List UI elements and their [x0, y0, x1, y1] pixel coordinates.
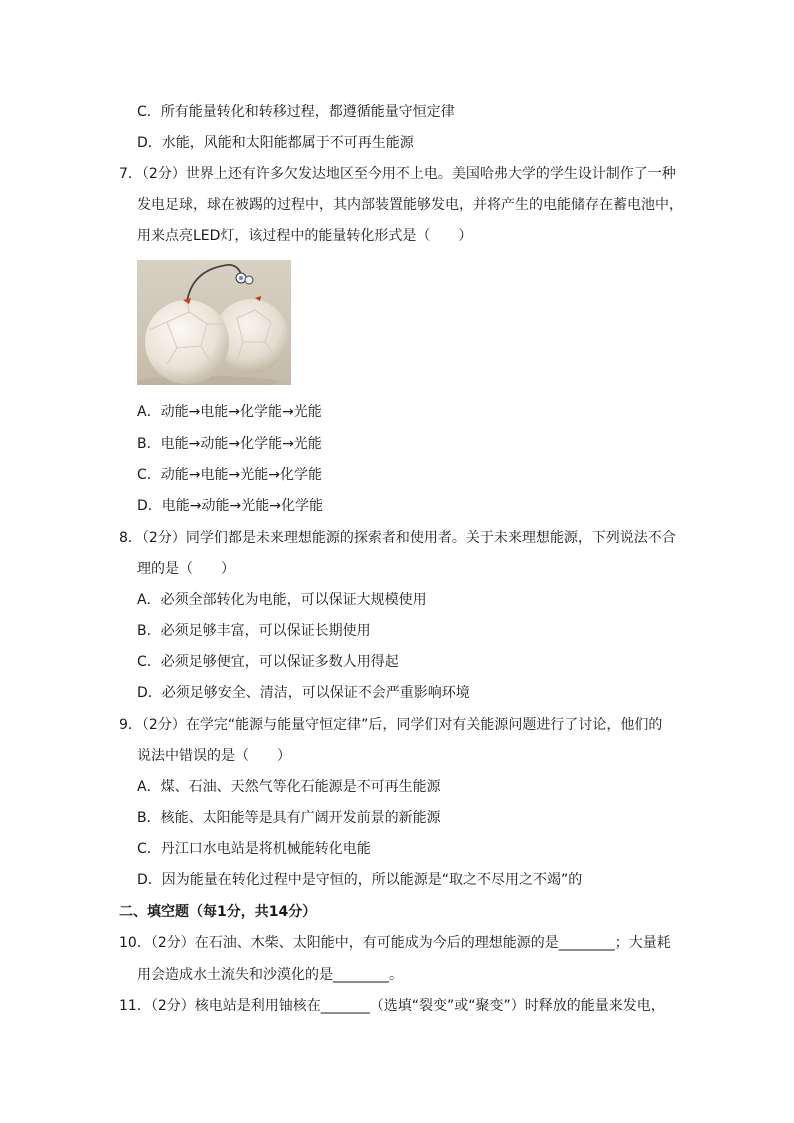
q7-option-b: B．电能→动能→化学能→光能 [137, 436, 322, 452]
q6-option-d: D．水能，风能和太阳能都属于不可再生能源 [137, 135, 414, 151]
q8-option-d: D．必须足够安全、清洁，可以保证不会严重影响环境 [137, 685, 470, 701]
q7-option-d: D．电能→动能→光能→化学能 [137, 498, 323, 514]
q9-stem-line-2: 说法中错误的是（ ） [137, 748, 291, 764]
q8-stem-line-1: 8．（2分）同学们都是未来理想能源的探索者和使用者。关于未来理想能源，下列说法不合 [119, 530, 676, 546]
q9-option-b: B．核能、太阳能等是具有广阔开发前景的新能源 [137, 810, 441, 826]
section-heading-fill-in: 二、填空题（每1分，共14分） [119, 904, 317, 920]
q9-option-a: A．煤、石油、天然气等化石能源是不可再生能源 [137, 779, 441, 795]
q10-stem-line-2: 用会造成水土流失和沙漠化的是________。 [137, 967, 403, 983]
q8-option-b: B．必须足够丰富，可以保证长期使用 [137, 623, 371, 639]
soccer-balls-illustration [137, 260, 291, 385]
q9-option-c: C．丹江口水电站是将机械能转化电能 [137, 841, 371, 857]
power-soccer-ball-photo [137, 260, 291, 385]
q7-stem-line-1: 7．（2分）世界上还有许多欠发达地区至今用不上电。美国哈弗大学的学生设计制作了一种 [119, 166, 676, 182]
q7-option-c: C．动能→电能→光能→化学能 [137, 467, 322, 483]
q7-stem-line-2: 发电足球，球在被踢的过程中，其内部装置能够发电，并将产生的电能储存在蓄电池中， [137, 197, 683, 213]
q7-option-a: A．动能→电能→化学能→光能 [137, 404, 322, 420]
q8-option-a: A．必须全部转化为电能，可以保证大规模使用 [137, 592, 427, 608]
q11-stem-line-1: 11．（2分）核电站是利用铀核在_______（选填“裂变”或“聚变”）时释放的能量来发电， [119, 998, 665, 1014]
q10-stem-line-1: 10．（2分）在石油、木柴、太阳能中，有可能成为今后的理想能源的是________；大量耗 [119, 935, 671, 951]
q9-option-d: D．因为能量在转化过程中是守恒的，所以能源是“取之不尽用之不竭”的 [137, 872, 583, 888]
q8-option-c: C．必须足够便宜，可以保证多数人用得起 [137, 654, 399, 670]
q8-stem-line-2: 理的是（ ） [137, 561, 235, 577]
q6-option-c: C．所有能量转化和转移过程，都遵循能量守恒定律 [137, 104, 455, 120]
q7-stem-line-3: 用来点亮LED灯，该过程中的能量转化形式是（ ） [137, 228, 473, 244]
q9-stem-line-1: 9．（2分）在学完“能源与能量守恒定律”后，同学们对有关能源问题进行了讨论，他们的 [119, 717, 663, 733]
